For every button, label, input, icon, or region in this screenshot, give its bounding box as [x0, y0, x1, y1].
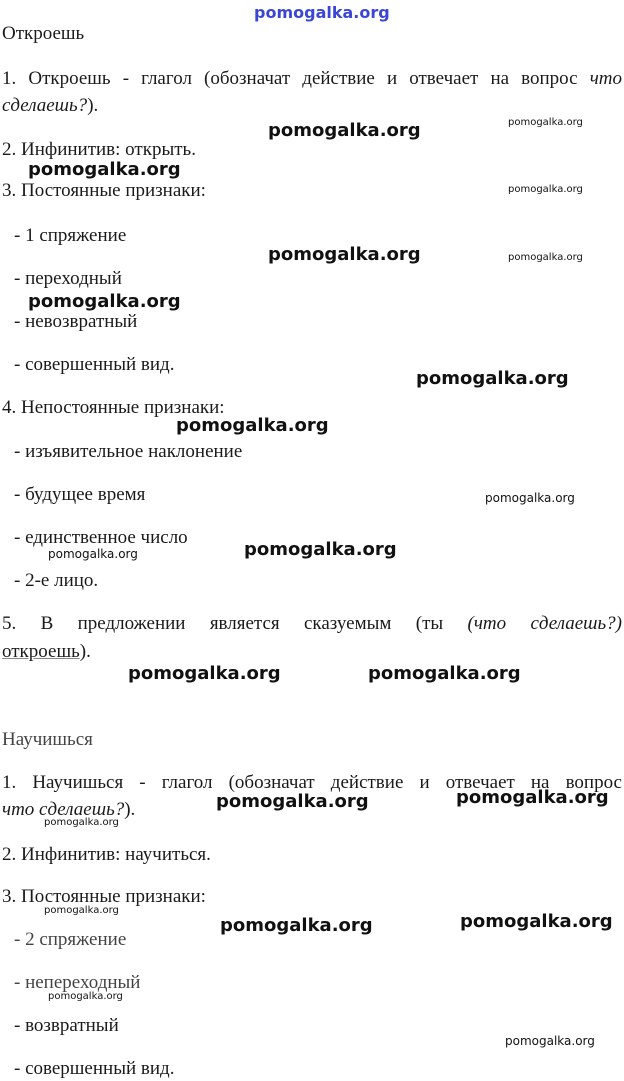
section1-p4-item-1: - изъявительное наклонение	[14, 441, 243, 462]
watermark-small: pomogalka.org	[44, 817, 119, 828]
watermark: pomogalka.org	[244, 539, 397, 560]
section1-p5-end: ).	[79, 641, 91, 662]
section1-p3-item-3: - невозвратный	[14, 311, 138, 332]
section2-p3-item-3: - возвратный	[14, 1015, 119, 1036]
watermark: pomogalka.org	[28, 159, 181, 180]
watermark: pomogalka.org	[216, 791, 369, 812]
section2-p1-end: ).	[124, 799, 136, 820]
watermark-small: pomogalka.org	[505, 1034, 595, 1048]
section1-p5-italic: (что сделаешь?)	[467, 613, 622, 634]
watermark: pomogalka.org	[416, 368, 569, 389]
watermark-small: pomogalka.org	[508, 184, 583, 195]
watermark-small: pomogalka.org	[48, 991, 123, 1002]
section1-paragraph4: 4. Непостоянные признаки:	[2, 397, 225, 418]
section1-p3-item-1: - 1 спряжение	[14, 225, 127, 246]
watermark: pomogalka.org	[268, 120, 421, 141]
watermark-small: pomogalka.org	[508, 252, 583, 263]
watermark: pomogalka.org	[28, 291, 181, 312]
section1-p1-italic2: сделаешь?	[2, 95, 88, 116]
watermark-small: pomogalka.org	[485, 491, 575, 505]
section1-p3-item-4: - совершенный вид.	[14, 354, 175, 375]
section1-p4-item-2: - будущее время	[14, 484, 146, 505]
section1-paragraph2: 2. Инфинитив: открыть.	[2, 139, 196, 160]
watermark: pomogalka.org	[128, 663, 281, 684]
watermark-small: pomogalka.org	[48, 547, 138, 561]
section2-p1-italic: что сделаешь?	[2, 799, 125, 820]
section1-paragraph1-line2	[2, 94, 98, 118]
section2-paragraph1-line1: 1. Научишься - глагол (обозначат действие и отвечает на вопрос	[2, 772, 622, 793]
watermark: pomogalka.org	[460, 911, 613, 932]
watermark-small: pomogalka.org	[508, 117, 583, 128]
section1-paragraph1-line1	[2, 67, 622, 91]
section1-p1-start: 1. Откроешь - глагол (обозначат действие и отвечает на вопрос	[2, 68, 578, 89]
watermark-top: pomogalka.org	[254, 3, 390, 22]
section1-p1-italic1: что	[589, 68, 623, 89]
section1-paragraph5-line1	[2, 612, 622, 636]
section2-paragraph2: 2. Инфинитив: научиться.	[2, 844, 211, 865]
watermark: pomogalka.org	[268, 244, 421, 265]
section1-p3-item-2: - переходный	[14, 268, 122, 289]
watermark: pomogalka.org	[456, 787, 609, 808]
section1-p1-end: ).	[87, 95, 99, 116]
section1-paragraph5-line2	[2, 640, 91, 664]
section2-title: Научишься	[2, 729, 93, 750]
watermark: pomogalka.org	[220, 915, 373, 936]
section2-p3-item-4: - совершенный вид.	[14, 1058, 175, 1079]
section1-title: Откроешь	[2, 23, 85, 44]
watermark-small: pomogalka.org	[44, 905, 119, 916]
section2-p3-item-2: - непереходный	[14, 972, 141, 993]
section2-paragraph3: 3. Постоянные признаки:	[2, 886, 206, 907]
watermark: pomogalka.org	[368, 663, 521, 684]
section1-p4-item-3: - единственное число	[14, 527, 188, 548]
section1-p5-underlined: откроешь	[2, 641, 80, 662]
watermark: pomogalka.org	[176, 415, 329, 436]
section1-p5-start: 5. В предложении является сказуемым (ты	[2, 613, 444, 634]
section2-p3-item-1: - 2 спряжение	[14, 929, 127, 950]
section1-p4-item-4: - 2-е лицо.	[14, 570, 99, 591]
section1-paragraph3: 3. Постоянные признаки:	[2, 180, 206, 201]
